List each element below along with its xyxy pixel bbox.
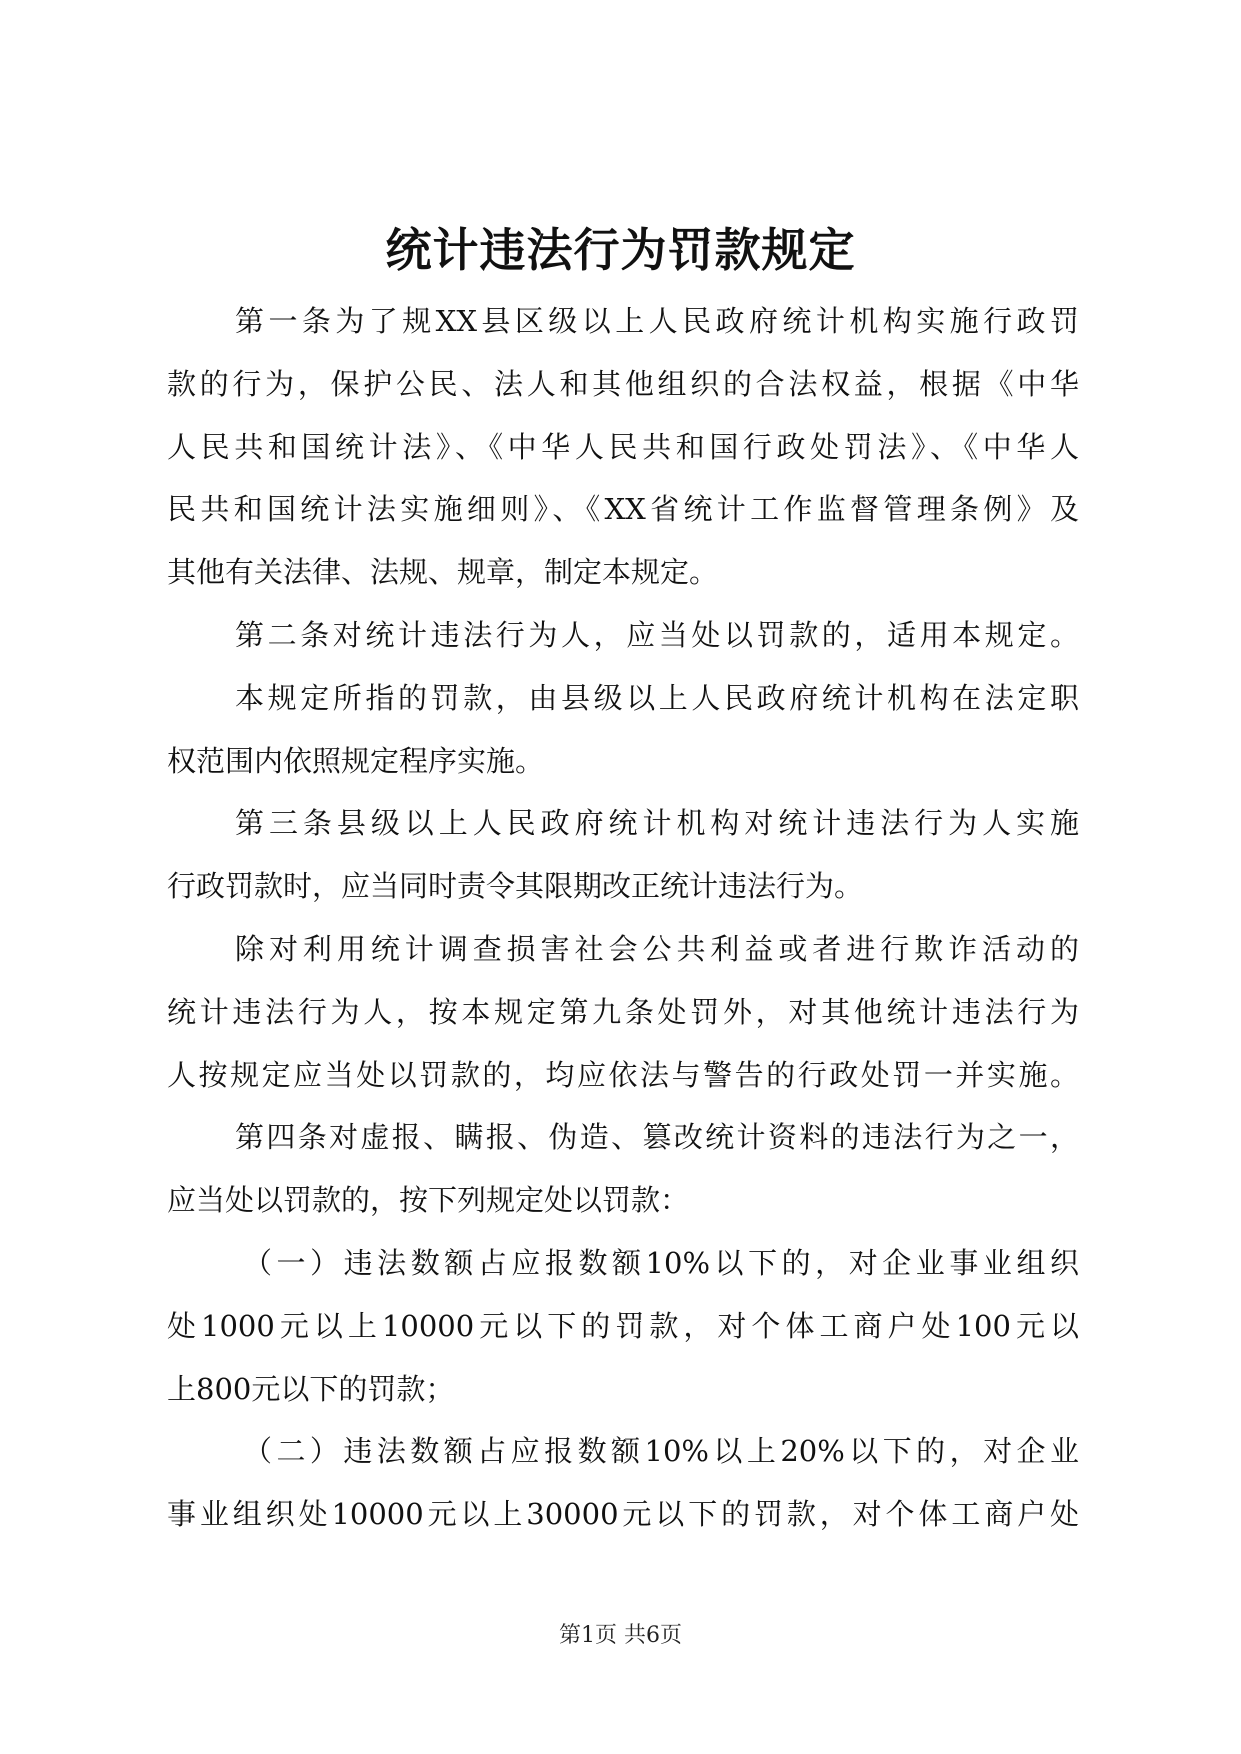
text-line: 第四条对虚报、瞒报、伪造、篡改统计资料的违法行为之一， xyxy=(235,1120,1079,1155)
text-line: 上800元以下的罚款； xyxy=(167,1371,455,1406)
text-line: 统计违法行为人，按本规定第九条处罚外，对其他统计违法行为 xyxy=(167,994,1079,1029)
text-line: 权范围内依照规定程序实施。 xyxy=(167,743,545,778)
text-line: 第三条县级以上人民政府统计机构对统计违法行为人实施 xyxy=(235,806,1079,841)
text-line: 第一条为了规XX县区级以上人民政府统计机构实施行政罚 xyxy=(235,304,1079,338)
text-line: 民共和国统计法实施细则》、《XX省统计工作监督管理条例》及 xyxy=(167,492,1079,527)
text-line: 处1000元以上10000元以下的罚款，对个体工商户处100元以 xyxy=(167,1308,1079,1343)
text-line: 应当处以罚款的，按下列规定处以罚款： xyxy=(167,1183,690,1218)
document-body xyxy=(167,290,1079,1546)
text-line: 本规定所指的罚款，由县级以上人民政府统计机构在法定职 xyxy=(235,680,1079,715)
document-title: 统计违法行为罚款规定 xyxy=(385,223,856,277)
text-line: （一）违法数额占应报数额10%以下的，对企业事业组织 xyxy=(243,1245,1079,1280)
page-number-footer: 第1页 共6页 xyxy=(559,1623,682,1648)
text-line: 人民共和国统计法》、《中华人民共和国行政处罚法》、《中华人 xyxy=(167,429,1079,464)
text-line: 其他有关法律、法规、规章，制定本规定。 xyxy=(167,555,719,590)
text-line: 人按规定应当处以罚款的，均应依法与警告的行政处罚一并实施。 xyxy=(167,1057,1079,1092)
text-line: 除对利用统计调查损害社会公共利益或者进行欺诈活动的 xyxy=(235,931,1079,966)
text-line: （二）违法数额占应报数额10%以上20%以下的，对企业 xyxy=(243,1434,1079,1469)
text-line: 款的行为，保护公民、法人和其他组织的合法权益，根据《中华 xyxy=(167,366,1079,401)
text-line: 行政罚款时，应当同时责令其限期改正统计违法行为。 xyxy=(167,869,864,904)
text-line: 第二条对统计违法行为人，应当处以罚款的，适用本规定。 xyxy=(235,617,1079,652)
text-line: 事业组织处10000元以上30000元以下的罚款，对个体工商户处 xyxy=(167,1497,1079,1532)
